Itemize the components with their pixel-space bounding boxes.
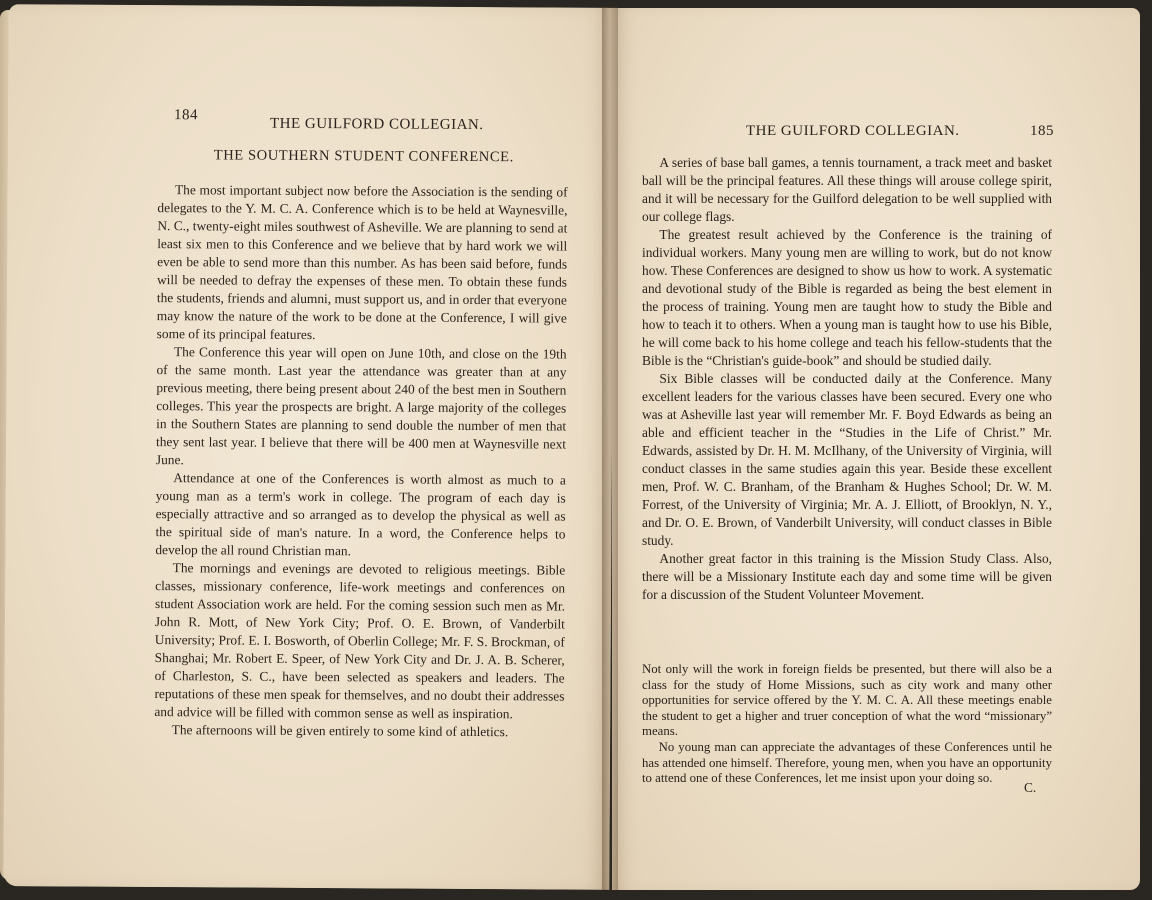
left-column	[154, 181, 567, 741]
paragraph: Another great factor in this training is the Mission Study Class. Also, there will be a Missionary Institute each day and some time will be given for a discussion of the Student Volunteer Movement.	[642, 551, 1052, 602]
paragraph: The Conference this year will open on June 10th, and close on the 19th of the same month. Last year the attendance was greater than at any previous meeting, there being present about 240 of the best men in Southern colleges. This year the prospects are bright. A large majority of the colleges in the Southern States are planning to send double the number of men that they sent last year. I believe that there will be 400 men at Waynesville next June.	[155, 344, 567, 468]
author-signature: C.	[1024, 780, 1037, 795]
paragraph: The afternoons will be given entirely to some kind of athletics.	[171, 722, 509, 740]
right-running-head: THE GUILFORD COLLEGIAN.	[746, 123, 960, 139]
paragraph: No young man can appreciate the advantages of these Conferences until he has attended one himself. Therefore, young men, when you have an opportunity to attend one of these Conferences, let me insist upon your doing so.	[642, 739, 1052, 786]
right-column-small	[642, 662, 1052, 787]
right-page-number: 185	[1030, 123, 1054, 139]
book-gutter	[602, 6, 618, 890]
paragraph: Attendance at one of the Conferences is worth almost as much to a young man as a term's work in college. The program of each day is especially attractive and so arranged as to develop the physical as well as the spiritual side of man's nature. In a word, the Conference helps to develop the all round Christian man.	[155, 470, 566, 559]
left-page	[3, 4, 614, 890]
left-page-number: 184	[173, 107, 199, 124]
left-running-head: THE GUILFORD COLLEGIAN.	[269, 115, 484, 134]
right-column	[642, 154, 1052, 604]
paragraph: The greatest result achieved by the Conference is the training of individual workers. Many young men are willing to work, but do not know how. These Conferences are designed to show us how to work. A systematic and devotional study of the Bible is regarded as being the best element in the process of training. Young men are taught how to study the Bible and how to teach it to others. When a young man is taught how to use his Bible, he will come back to his home college and teach his fellow-students that the Bible is the “Christian's guide-book” and should be studied daily.	[642, 227, 1052, 368]
right-page	[612, 8, 1140, 890]
paragraph: Not only will the work in foreign fields be presented, but there will also be a class for the study of Home Missions, such as city work and many other opportunities for service offered by the Y. M. C. A. All these meetings enable the student to get a higher and truer conception of what the word “missionary” means.	[642, 662, 1052, 739]
article-title: THE SOUTHERN STUDENT CONFERENCE.	[213, 147, 514, 166]
paragraph: The most important subject now before the Association is the sending of delegates to the Y. M. C. A. Conference which is to be held at Waynesville, N. C., twenty-eight miles southwest of Asheville. We are planning to send at least six men to this Conference and we believe that by hard work we will even be able to send more than this number. As has been said before, funds will be needed to defray the expenses of these men. To obtain these funds the students, friends and alumni, must support us, and in order that everyone may know the nature of the work to be done at the Conference, I will give some of its principal features.	[156, 182, 568, 343]
paragraph: A series of base ball games, a tennis tournament, a track meet and basket ball will be the principal features. All these things will arouse college spirit, and it will be necessary for the Guilford delegation to be well supplied with our college flags.	[642, 155, 1052, 224]
paragraph: Six Bible classes will be conducted daily at the Conference. Many excellent leaders for the various classes have been secured. Every one who was at Asheville last year will remember Mr. F. Boyd Edwards as being an able and efficient teacher in the “Studies in the Life of Christ.” Mr. Edwards, assisted by Dr. H. M. McIlhany, of the University of Virginia, will conduct classes in the same studies again this year. Beside these excellent men, Prof. W. C. Branham, of the Branham & Hughes School; Dr. W. M. Forrest, of the University of Virginia; Mr. A. J. Elliott, of Brooklyn, N. Y., and Dr. O. E. Brown, of Vanderbilt University, will conduct classes in Bible study.	[642, 371, 1052, 548]
paragraph: The mornings and evenings are devoted to religious meetings. Bible classes, missionary conference, life-work meetings and conferences on student Association work are held. For the coming session such men as Mr. John R. Mott, of New York City; Prof. O. E. Brown, of Vanderbilt University; Prof. E. I. Bosworth, of Oberlin College; Mr. F. S. Brockman, of Shanghai; Mr. Robert E. Speer, of New York City and Dr. J. A. B. Scherer, of Charleston, S. C., have been selected as speakers and leaders. The reputations of these men speak for themselves, and no doubt their addresses and advice will be filled with common sense as well as inspiration.	[154, 560, 566, 722]
